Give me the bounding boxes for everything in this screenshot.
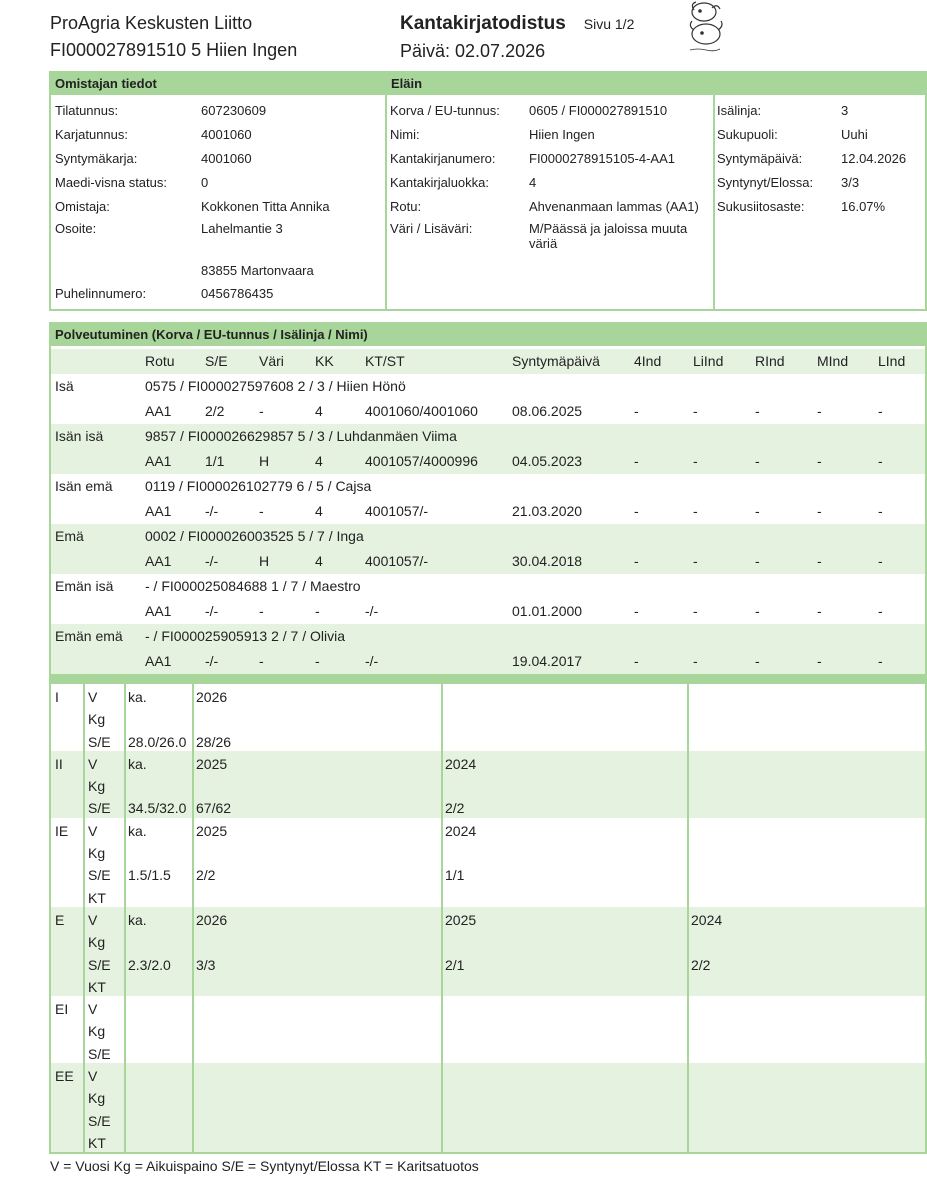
pedigree-cell: -: [817, 603, 822, 619]
owner-animal-section: [49, 71, 927, 311]
pedigree-cell: -: [259, 403, 264, 419]
organization-name: ProAgria Keskusten Liitto: [50, 13, 253, 33]
pedigree-cell: -: [634, 653, 639, 669]
animal-field-label: Korva / EU-tunnus:: [390, 103, 500, 118]
production-row-label: S/E: [88, 800, 111, 817]
animal-extra-value: 3/3: [841, 175, 860, 190]
production-row-label: V: [88, 689, 98, 705]
pedigree-column-header: RInd: [755, 353, 785, 369]
production-block: [51, 818, 925, 907]
animal-heading: Eläin: [387, 73, 927, 95]
production-column-line: [687, 1063, 689, 1152]
pedigree-cell: -: [755, 453, 760, 469]
pedigree-row-data: [51, 449, 925, 474]
pedigree-cell: AA1: [145, 403, 172, 419]
production-born-alive: 2/1: [445, 956, 465, 973]
pedigree-cell: 21.03.2020: [512, 503, 583, 519]
pedigree-section: [49, 322, 927, 684]
production-column-line: [441, 1063, 443, 1152]
animal-field-label: Nimi:: [390, 127, 420, 142]
production-relation: I: [55, 689, 59, 705]
pedigree-column-header: 4Ind: [634, 353, 662, 369]
production-column-line: [192, 996, 194, 1063]
owner-field-label: Osoite:: [55, 221, 97, 236]
pedigree-relation: Isä: [55, 378, 74, 394]
production-block: [51, 684, 925, 751]
animal-field-label: Väri / Lisäväri:: [390, 221, 473, 236]
production-column-line: [124, 996, 126, 1063]
production-year: 2025: [196, 822, 228, 839]
pedigree-cell: -: [693, 453, 698, 469]
production-column-line: [192, 907, 194, 996]
production-year: 2025: [445, 912, 477, 928]
pedigree-cell: -: [315, 653, 320, 669]
animal-id-line: FI000027891510 5 Hiien Ingen: [50, 40, 298, 60]
pedigree-cell: -: [755, 553, 760, 569]
animal-extra-label: Syntynyt/Elossa:: [717, 175, 814, 190]
pedigree-cell: -: [817, 653, 822, 669]
pedigree-column-header: LInd: [878, 353, 906, 369]
pedigree-cell: -: [878, 503, 883, 519]
production-relation: EE: [55, 1068, 74, 1085]
pedigree-cell: -: [693, 603, 698, 619]
pedigree-cell: -: [634, 603, 639, 619]
animal-field-value: FI0000278915105-4-AA1: [529, 151, 676, 166]
pedigree-relation: Emä: [55, 528, 84, 544]
production-year: 2026: [196, 689, 228, 705]
production-year: 2024: [691, 912, 723, 928]
production-row-label: Kg: [88, 778, 106, 795]
owner-field-value: 607230609: [201, 103, 267, 118]
production-born-alive: 67/62: [196, 800, 232, 817]
production-row-label: KT: [88, 1134, 106, 1151]
production-column-line: [441, 996, 443, 1063]
pedigree-row-data: [51, 399, 925, 424]
animal-extra-value: Uuhi: [841, 127, 868, 142]
production-column-line: [83, 907, 85, 996]
pedigree-relation: Emän isä: [55, 578, 114, 594]
pedigree-cell: 30.04.2018: [512, 553, 583, 569]
pedigree-cell: 2/2: [205, 403, 225, 419]
production-column-line: [192, 751, 194, 818]
pedigree-cell: -: [755, 653, 760, 669]
production-column-line: [192, 818, 194, 907]
animal-field-value: 4: [529, 175, 537, 190]
production-column-line: [83, 996, 85, 1063]
owner-field-value: 4001060: [201, 151, 252, 166]
pedigree-cell: 19.04.2017: [512, 653, 583, 669]
pedigree-cell: 4: [315, 453, 323, 469]
owner-field-value: Lahelmantie 3: [201, 221, 283, 236]
sheep-logo-icon: [676, 0, 736, 58]
pedigree-cell: -: [755, 503, 760, 519]
pedigree-row-data: [51, 649, 925, 674]
pedigree-cell: AA1: [145, 553, 172, 569]
pedigree-relation: Isän isä: [55, 428, 104, 444]
pedigree-cell: 04.05.2023: [512, 453, 583, 469]
production-born-alive: 3/3: [196, 956, 216, 973]
animal-field-value: M/Päässä ja jaloissa muuta väriä: [529, 221, 688, 251]
pedigree-cell: -: [634, 503, 639, 519]
production-block: [51, 751, 925, 818]
production-row-label: V: [88, 912, 98, 928]
production-average-label: ka.: [128, 912, 147, 928]
pedigree-cell: 4001057/-: [365, 553, 429, 569]
production-year: 2025: [196, 755, 228, 772]
pedigree-cell: 4001057/4000996: [365, 453, 478, 469]
pedigree-cell: -/-: [205, 653, 219, 669]
pedigree-cell: -/-: [365, 603, 379, 619]
pedigree-row-id: [51, 374, 925, 399]
pedigree-cell: 4: [315, 403, 323, 419]
pedigree-cell: -: [817, 453, 822, 469]
production-column-line: [441, 684, 443, 751]
animal-field-value: 0605 / FI000027891510: [529, 103, 668, 118]
pedigree-row-id: [51, 424, 925, 449]
pedigree-bottom-strip: [51, 674, 925, 684]
pedigree-header-row: [51, 349, 925, 374]
pedigree-cell: -: [878, 453, 883, 469]
production-column-line: [124, 907, 126, 996]
pedigree-row-data: [51, 599, 925, 624]
pedigree-row-id: [51, 624, 925, 649]
pedigree-column-header: LiInd: [693, 353, 724, 369]
production-column-line: [124, 684, 126, 751]
production-average-label: ka.: [128, 755, 147, 772]
pedigree-cell: -: [315, 603, 320, 619]
production-row-label: S/E: [88, 733, 111, 750]
owner-phone-label: Puhelinnumero:: [55, 286, 147, 301]
document-date: Päivä: 02.07.2026: [400, 41, 546, 61]
pedigree-cell: -: [693, 553, 698, 569]
pedigree-cell: -: [693, 653, 698, 669]
production-born-alive: 2/2: [445, 800, 465, 817]
production-born-alive: 2/2: [691, 956, 711, 973]
owner-field-label: Karjatunnus:: [55, 127, 128, 142]
pedigree-relation: Isän emä: [55, 478, 113, 494]
animal-extra-label: Syntymäpäivä:: [717, 151, 803, 166]
owner-field-label: Maedi-visna status:: [55, 175, 167, 190]
owner-field-label: Syntymäkarja:: [55, 151, 138, 166]
production-column-line: [441, 751, 443, 818]
production-average-value: 28.0/26.0: [128, 733, 187, 750]
pedigree-column-header: KT/ST: [365, 353, 405, 369]
animal-extra-label: Isälinja:: [717, 103, 762, 118]
pedigree-cell: AA1: [145, 603, 172, 619]
production-average-label: ka.: [128, 822, 147, 839]
pedigree-column-header: MInd: [817, 353, 849, 369]
pedigree-cell: -: [817, 403, 822, 419]
production-column-line: [83, 818, 85, 907]
pedigree-column-header: Rotu: [145, 353, 175, 369]
pedigree-cell: -/-: [205, 553, 219, 569]
production-section: [49, 684, 927, 1154]
production-relation: E: [55, 912, 65, 928]
pedigree-cell: -: [878, 553, 883, 569]
animal-field-value: Hiien Ingen: [529, 127, 595, 142]
animal-extra-value: 16.07%: [841, 199, 886, 214]
pedigree-row-data: [51, 499, 925, 524]
production-row-label: KT: [88, 978, 106, 995]
production-row-label: S/E: [88, 1045, 111, 1062]
pedigree-cell: -: [817, 503, 822, 519]
pedigree-animal-id: 0119 / FI000026102779 6 / 5 / Cajsa: [145, 478, 372, 494]
pedigree-row-id: [51, 574, 925, 599]
animal-extra-value: 12.04.2026: [841, 151, 907, 166]
production-column-line: [124, 751, 126, 818]
production-block: [51, 996, 925, 1063]
production-column-line: [192, 684, 194, 751]
production-block: [51, 1063, 925, 1152]
pedigree-cell: 1/1: [205, 453, 225, 469]
owner-heading: Omistajan tiedot: [51, 73, 385, 95]
animal-field-label: Rotu:: [390, 199, 422, 214]
production-year: 2024: [445, 822, 477, 839]
pedigree-cell: -: [878, 603, 883, 619]
pedigree-cell: AA1: [145, 653, 172, 669]
owner-phone-value: 0456786435: [201, 286, 274, 301]
pedigree-cell: -: [693, 403, 698, 419]
production-column-line: [441, 818, 443, 907]
header-center: [400, 10, 634, 65]
pedigree-cell: H: [259, 453, 270, 469]
page-number: Sivu 1/2: [583, 16, 635, 32]
pedigree-heading: Polveutuminen (Korva / EU-tunnus / Isälinja / Nimi): [51, 324, 925, 346]
document-title: Kantakirjatodistus: [400, 13, 566, 34]
production-column-line: [124, 1063, 126, 1152]
production-relation: II: [55, 755, 63, 772]
production-born-alive: 1/1: [445, 867, 465, 884]
pedigree-cell: -: [259, 653, 264, 669]
production-average-value: 1.5/1.5: [128, 867, 171, 884]
animal-field-label: Kantakirjanumero:: [390, 151, 496, 166]
pedigree-animal-id: - / FI000025905913 2 / 7 / Olivia: [145, 628, 346, 644]
owner-field-value: 0: [201, 175, 209, 190]
pedigree-column-header: S/E: [205, 353, 228, 369]
pedigree-column-header: Väri: [259, 353, 284, 369]
owner-field-value: 4001060: [201, 127, 252, 142]
pedigree-cell: 01.01.2000: [512, 603, 583, 619]
production-column-line: [687, 684, 689, 751]
production-block: [51, 907, 925, 996]
production-average-value: 34.5/32.0: [128, 800, 187, 817]
production-average-label: ka.: [128, 689, 147, 705]
pedigree-cell: -/-: [365, 653, 379, 669]
production-year: 2026: [196, 912, 228, 928]
pedigree-cell: -: [817, 553, 822, 569]
pedigree-cell: -: [755, 403, 760, 419]
production-row-label: S/E: [88, 956, 111, 973]
owner-address-line2: 83855 Martonvaara: [201, 263, 314, 278]
pedigree-cell: 4: [315, 553, 323, 569]
production-row-label: S/E: [88, 1112, 111, 1129]
pedigree-row-id: [51, 524, 925, 549]
pedigree-cell: -: [878, 403, 883, 419]
production-year: 2024: [445, 755, 477, 772]
animal-field-value: Ahvenanmaan lammas (AA1): [529, 199, 699, 214]
pedigree-cell: H: [259, 553, 270, 569]
production-row-label: Kg: [88, 934, 106, 951]
animal-extra-label: Sukusiitosaste:: [717, 199, 805, 214]
pedigree-animal-id: - / FI000025084688 1 / 7 / Maestro: [145, 578, 361, 594]
production-column-line: [83, 1063, 85, 1152]
pedigree-cell: 4001057/-: [365, 503, 429, 519]
pedigree-row-id: [51, 474, 925, 499]
pedigree-cell: -: [755, 603, 760, 619]
pedigree-cell: AA1: [145, 503, 172, 519]
pedigree-column-header: Syntymäpäivä: [512, 353, 600, 369]
production-row-label: V: [88, 755, 98, 772]
production-column-line: [687, 996, 689, 1063]
pedigree-cell: AA1: [145, 453, 172, 469]
pedigree-relation: Emän emä: [55, 628, 123, 644]
pedigree-row-data: [51, 549, 925, 574]
production-column-line: [192, 1063, 194, 1152]
pedigree-cell: 08.06.2025: [512, 403, 583, 419]
production-row-label: S/E: [88, 867, 111, 884]
pedigree-animal-id: 0002 / FI000026003525 5 / 7 / Inga: [145, 528, 364, 544]
production-column-line: [83, 751, 85, 818]
owner-field-value: Kokkonen Titta Annika: [201, 199, 330, 214]
pedigree-cell: -: [634, 553, 639, 569]
owner-field-label: Omistaja:: [55, 199, 110, 214]
header-left: [50, 10, 297, 64]
production-relation: IE: [55, 822, 69, 839]
production-row-label: Kg: [88, 711, 106, 728]
pedigree-animal-id: 0575 / FI000027597608 2 / 3 / Hiien Hönö: [145, 378, 406, 394]
animal-extra-label: Sukupuoli:: [717, 127, 778, 142]
production-column-line: [441, 907, 443, 996]
production-relation: EI: [55, 1001, 69, 1018]
pedigree-cell: -: [259, 603, 264, 619]
production-column-line: [687, 907, 689, 996]
production-row-label: Kg: [88, 1023, 106, 1040]
pedigree-cell: -: [878, 653, 883, 669]
production-row-label: Kg: [88, 1090, 106, 1107]
abbreviation-legend: V = Vuosi Kg = Aikuispaino S/E = Syntynyt/Elossa KT = Karitsatuotos: [50, 1158, 479, 1174]
production-row-label: Kg: [88, 845, 106, 862]
pedigree-cell: -: [634, 453, 639, 469]
pedigree-cell: -: [634, 403, 639, 419]
animal-extra-value: 3: [841, 103, 849, 118]
pedigree-cell: -/-: [205, 603, 219, 619]
production-row-label: V: [88, 1001, 98, 1018]
owner-field-label: Tilatunnus:: [55, 103, 119, 118]
production-row-label: V: [88, 822, 98, 839]
pedigree-cell: -: [693, 503, 698, 519]
production-born-alive: 2/2: [196, 867, 216, 884]
production-average-value: 2.3/2.0: [128, 956, 171, 973]
animal-field-label: Kantakirjaluokka:: [390, 175, 489, 190]
production-column-line: [687, 751, 689, 818]
pedigree-cell: -: [259, 503, 264, 519]
production-column-line: [687, 818, 689, 907]
pedigree-cell: 4001060/4001060: [365, 403, 478, 419]
pedigree-cell: -/-: [205, 503, 219, 519]
production-column-line: [124, 818, 126, 907]
production-born-alive: 28/26: [196, 733, 232, 750]
pedigree-cell: 4: [315, 503, 323, 519]
pedigree-animal-id: 9857 / FI000026629857 5 / 3 / Luhdanmäen Viima: [145, 428, 457, 444]
production-column-line: [83, 684, 85, 751]
production-row-label: V: [88, 1068, 98, 1085]
production-row-label: KT: [88, 889, 106, 906]
pedigree-column-header: KK: [315, 353, 334, 369]
